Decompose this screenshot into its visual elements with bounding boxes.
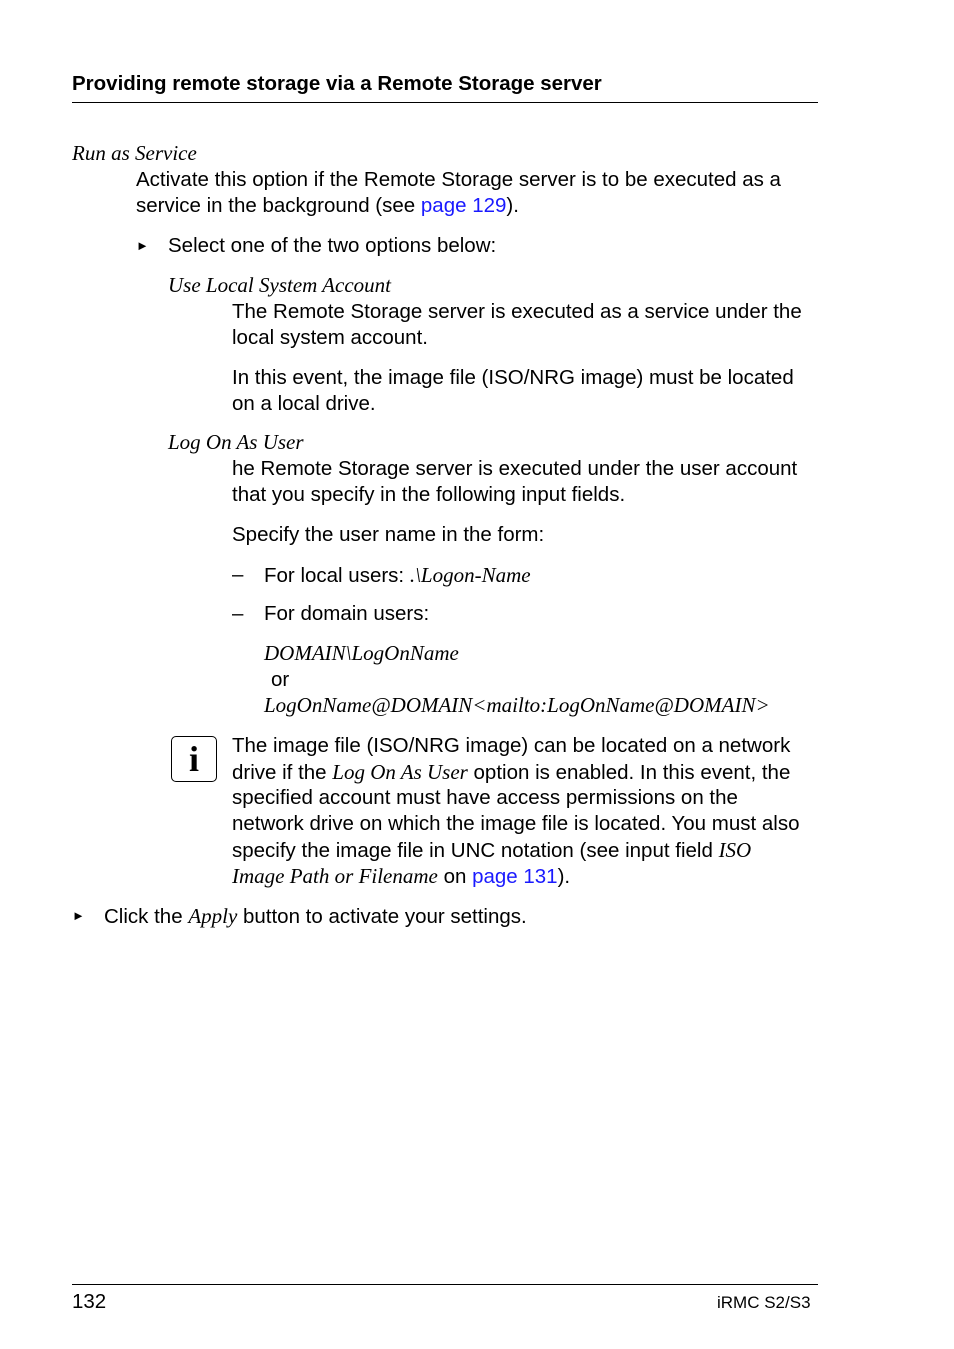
info-note-line6-b: ). [557,865,571,888]
footer-rule [72,1284,818,1285]
info-note-line3: specified account must have access permissions on the [232,786,738,809]
info-note-line5-italic: ISO [718,838,752,862]
apply-button-name: Apply [188,904,238,928]
info-note-line2-italic: Log On As User [332,760,468,784]
page-header-title: Providing remote storage via a Remote Storage server [72,72,602,95]
use-local-system-account-label: Use Local System Account [168,273,391,297]
info-note-line6 [232,863,570,890]
local-account-p2-line1: In this event, the image file (ISO/NRG image) must be located [232,366,794,389]
info-note-line5 [232,837,751,864]
info-note-line6-italic: Image Path or Filename [232,864,438,888]
info-note-line6-a: on [437,865,473,888]
local-account-p1-line1: The Remote Storage server is executed as a service under the [232,300,802,323]
local-account-p1-line2: local system account. [232,326,428,349]
log-on-as-user-p1-line2: that you specify in the following input fields. [232,483,626,506]
info-note-line4: network drive on which the image file is located. You must also [232,812,800,835]
run-as-service-text-line1: Activate this option if the Remote Storage server is to be executed as a [136,168,781,191]
domain-format-2: LogOnName@DOMAIN<mailto:LogOnName@DOMAIN> [264,693,770,717]
run-as-service-text-a: service in the background (see [136,194,421,217]
page-131-link[interactable]: page 131 [472,865,558,888]
local-users-value: .\Logon-Name [409,563,531,587]
select-options-step: Select one of the two options below: [168,234,497,257]
log-on-as-user-label: Log On As User [168,430,304,454]
page-number: 132 [72,1290,107,1313]
apply-step [104,903,527,930]
info-icon: i [171,736,217,782]
run-as-service-label: Run as Service [72,141,197,165]
dash-marker: – [232,602,244,625]
product-name: iRMC S2/S3 [717,1293,811,1312]
info-note-line1: The image file (ISO/NRG image) can be located on a network [232,734,791,757]
run-as-service-text-line2 [136,193,519,219]
apply-step-b: button to activate your settings. [237,905,527,928]
local-users-label: For local users: [264,564,410,587]
local-users-item [264,562,531,589]
apply-step-a: Click the [104,905,189,928]
info-note-line5-a: specify the image file in UNC notation (see input field [232,839,719,862]
info-note-line2 [232,759,790,786]
local-account-p2-line2: on a local drive. [232,392,376,415]
bullet-arrow-icon: ► [72,908,85,923]
bullet-arrow-icon: ► [136,238,149,253]
or-text: or [271,668,290,691]
header-rule [72,102,818,103]
domain-users-label: For domain users: [264,602,430,625]
info-note-line2-a: drive if the [232,761,333,784]
run-as-service-text-b: ). [506,194,519,217]
log-on-as-user-p2: Specify the user name in the form: [232,523,545,546]
info-note-line2-b: option is enabled. In this event, the [467,761,791,784]
domain-format-1: DOMAIN\LogOnName [264,641,459,665]
log-on-as-user-p1-line1: he Remote Storage server is executed under the user account [232,457,798,480]
page-129-link[interactable]: page 129 [420,194,507,217]
dash-marker: – [232,563,244,586]
